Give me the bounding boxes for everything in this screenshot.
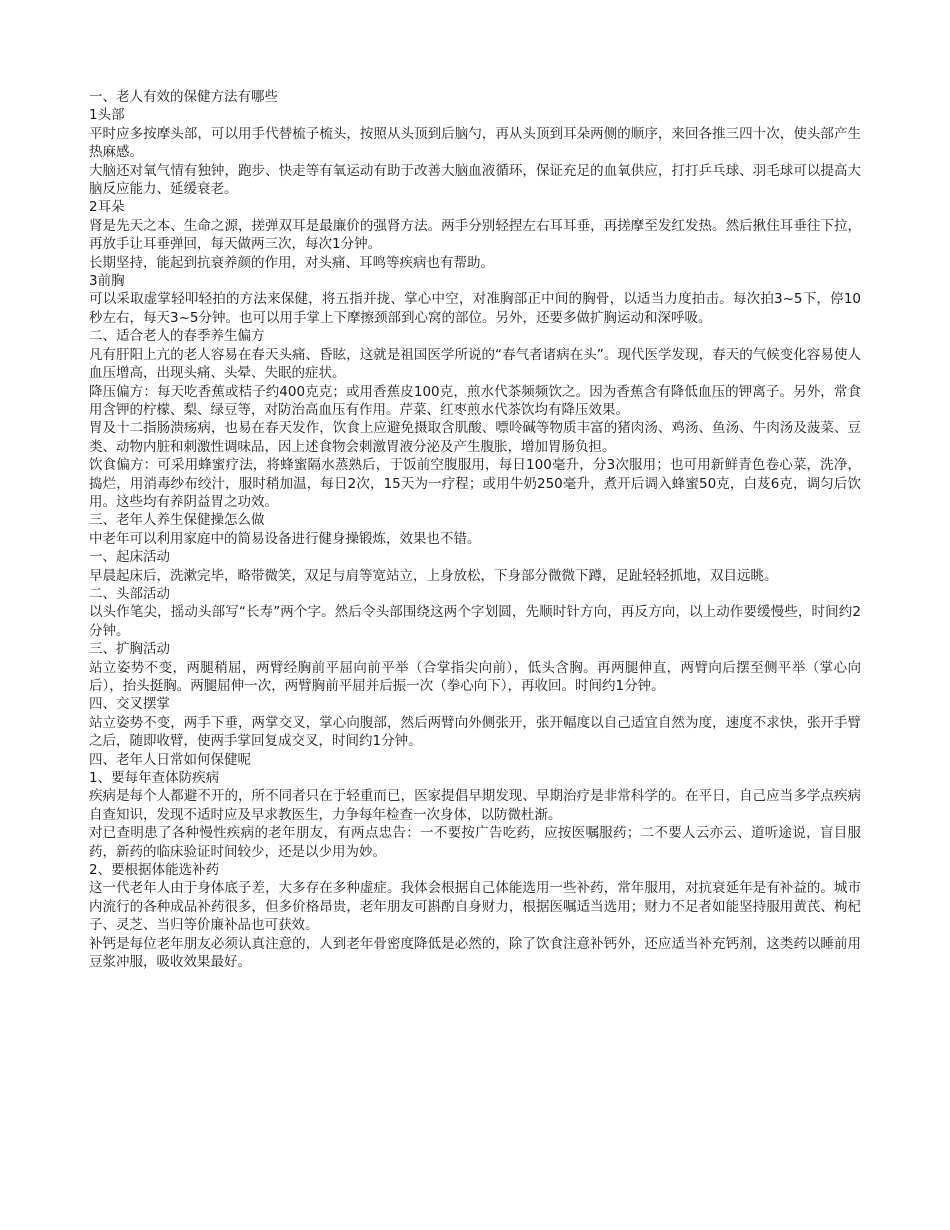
section-heading: 一、起床活动	[89, 549, 170, 566]
body-paragraph: 站立姿势不变，两腿稍屈，两臂经胸前平屈向前平举（合掌指尖向前），低头含胸。再两腿伸直，两臂向后摆至侧平举（掌心向后），抬头挺胸。两腿屈伸一次，两臂胸前平屈并后振一次（拳心向下），再收回。时间约1分钟。	[89, 659, 861, 694]
section-heading: 三、扩胸活动	[89, 641, 170, 658]
body-paragraph: 这一代老年人由于身体底子差，大多存在多种虚症。我体会根据自己体能选用一些补药，常年服用，对抗衰延年是有补益的。城市内流行的各种成品补药很多，但多价格昂贵，老年朋友可斟酌自身财力，根据医嘱适当选用；财力不足者如能坚持服用黄芪、枸杞子、灵芝、当归等价廉补品也可获效。	[89, 880, 861, 934]
body-paragraph: 可以采取虚掌轻叩轻拍的方法来保健，将五指并拢、掌心中空，对准胸部正中间的胸骨，以适当力度拍击。每次拍3~5下，停10秒左右，每天3~5分钟。也可以用手掌上下摩擦颈部到心窝的部位。另外，还要多做扩胸运动和深呼吸。	[89, 291, 861, 326]
section-heading: 三、老年人养生保健操怎么做	[89, 512, 265, 529]
body-paragraph: 大脑还对氧气情有独钟，跑步、快走等有氧运动有助于改善大脑血液循环，保证充足的血氧供应，打打乒乓球、羽毛球可以提高大脑反应能力、延缓衰老。	[89, 162, 861, 198]
section-heading: 二、适合老人的春季养生偏方	[89, 328, 265, 345]
body-paragraph: 胃及十二指肠溃疡病，也易在春天发作，饮食上应避免摄取含肌酸、嘌呤碱等物质丰富的猪肉汤、鸡汤、鱼汤、牛肉汤及菠菜、豆类、动物内脏和刺激性调味品，因上述食物会刺激胃液分泌及产生腹胀，增加胃肠负担。	[89, 420, 861, 455]
section-heading: 3前胸	[89, 273, 125, 290]
section-heading: 2耳朵	[89, 199, 125, 216]
body-paragraph: 饮食偏方：可采用蜂蜜疗法，将蜂蜜隔水蒸熟后，于饭前空腹服用，每日100毫升，分3次服用；也可用新鲜青色卷心菜，洗净，捣烂，用消毒纱布绞汁，服时稍加温，每日2次，15天为一疗程；或用牛奶250毫升，煮开后调入蜂蜜50克，白芨6克，调匀后饮用。这些均有养阴益胃之功效。	[89, 457, 861, 510]
section-heading: 1、要每年查体防疾病	[89, 770, 220, 787]
section-heading: 2、要根据体能选补药	[89, 862, 220, 879]
section-heading: 二、头部活动	[89, 585, 170, 602]
body-paragraph: 凡有肝阳上亢的老人容易在春天头痛、昏眩，这就是祖国医学所说的“春气者诸病在头”。现代医学发现，春天的气候变化容易使人血压增高，出现头痛、头晕、失眠的症状。	[89, 346, 861, 382]
body-paragraph: 肾是先天之本、生命之源，搓弹双耳是最廉价的强肾方法。两手分别轻捏左右耳耳垂，再搓摩至发红发热。然后揪住耳垂往下拉，再放手让耳垂弹回，每天做两三次，每次1分钟。	[89, 217, 861, 253]
body-paragraph: 平时应多按摩头部，可以用手代替梳子梳头，按照从头顶到后脑勺，再从头顶到耳朵两侧的顺序，来回各推三四十次，使头部产生热麻感。	[89, 125, 861, 161]
body-paragraph: 早晨起床后，洗漱完毕，略带微笑，双足与肩等宽站立，上身放松，下身部分微微下蹲，足趾轻轻抓地，双目远眺。	[89, 567, 778, 584]
body-paragraph: 疾病是每个人都避不开的，所不同者只在于轻重而已，医家提倡早期发现、早期治疗是非常科学的。在平日，自己应当多学点疾病自查知识，发现不适时应及早求教医生，力争每年检查一次身体，以防微杜渐。	[89, 788, 861, 823]
section-heading: 四、老年人日常如何保健呢	[89, 751, 251, 768]
body-paragraph: 站立姿势不变，两手下垂，两掌交叉，掌心向腹部，然后两臂向外侧张开，张开幅度以自己适宜自然为度，速度不求快，张开手臂之后，随即收臂，使两手掌回复成交叉，时间约1分钟。	[89, 714, 861, 750]
section-heading: 一、老人有效的保健方法有哪些	[89, 89, 278, 105]
body-paragraph: 长期坚持，能起到抗衰养颜的作用，对头痛、耳鸣等疾病也有帮助。	[89, 254, 494, 271]
section-heading: 四、交叉摆掌	[89, 696, 170, 713]
section-heading: 1头部	[89, 107, 125, 124]
body-paragraph: 对已查明患了各种慢性疾病的老年朋友，有两点忠告：一不要按广告吃药，应按医嘱服药；二不要人云亦云、道听途说，盲目服药，新药的临床验证时间较少，还是以少用为妙。	[89, 825, 861, 860]
body-paragraph: 中老年可以利用家庭中的简易设备进行健身操锻炼，效果也不错。	[89, 530, 481, 547]
body-paragraph: 以头作笔尖，摇动头部写“长寿”两个字。然后令头部围绕这两个字划圆，先顺时针方向，再反方向，以上动作要缓慢些，时间约2分钟。	[89, 604, 861, 639]
body-paragraph: 补钙是每位老年朋友必须认真注意的，人到老年骨密度降低是必然的，除了饮食注意补钙外，还应适当补充钙剂，这类药以睡前用豆浆冲服，吸收效果最好。	[89, 935, 861, 971]
document-body	[89, 88, 861, 972]
body-paragraph: 降压偏方：每天吃香蕉或桔子约400克克；或用香蕉皮100克，煎水代茶频频饮之。因为香蕉含有降低血压的钾离子。另外，常食用含钾的柠檬、梨、绿豆等，对防治高血压有作用。芹菜、红枣煎水代茶饮均有降压效果。	[89, 383, 861, 418]
